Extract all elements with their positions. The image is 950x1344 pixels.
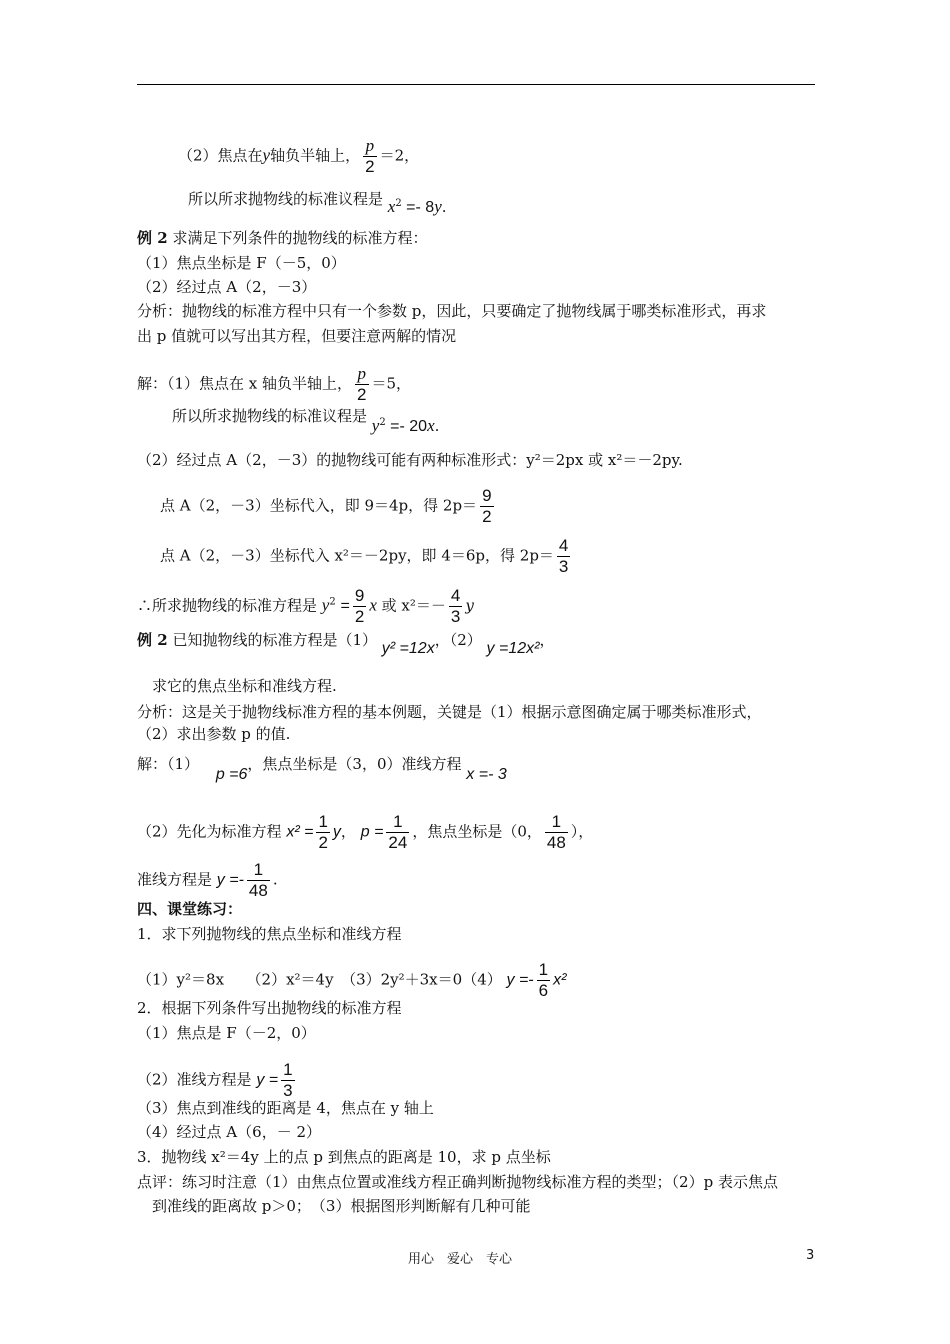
text: （1）y²＝8x （2）x²＝4y （3）2y²＋3x＝0（4） [137, 970, 502, 989]
header-rule [137, 84, 815, 85]
text: （2）焦点在 [178, 146, 263, 165]
numerator: 9 [354, 586, 365, 605]
text: 或 x²＝－ [381, 596, 446, 615]
solution-2-intro: （2）经过点 A（2，－3）的抛物线可能有两种标准形式：y²＝2px 或 x²＝－2py. [137, 451, 683, 469]
text: ，（2） [434, 631, 482, 649]
eq-text: =- 8 [401, 199, 435, 216]
solution-3-2 [137, 812, 593, 853]
text: ）， [570, 822, 594, 841]
equation: y =- [216, 871, 244, 889]
numerator: 1 [386, 812, 409, 833]
text: （2）准线方程是 [137, 1070, 252, 1089]
footer-motto: 用心 爱心 专心 [408, 1252, 513, 1267]
denominator: 6 [538, 981, 549, 1000]
exercise-2-2 [137, 1060, 298, 1101]
text: 点 A（2，－3）坐标代入，即 9＝4p，得 2p＝ [160, 496, 478, 515]
solution-3-3 [137, 860, 278, 901]
equation [372, 417, 440, 435]
exercise-1: 1．求下列抛物线的焦点坐标和准线方程 [137, 925, 402, 943]
text: ，焦点坐标是（3，0）准线方程 [247, 755, 462, 773]
denominator: 2 [354, 607, 365, 626]
example-3-question: 求它的焦点坐标和准线方程. [152, 677, 337, 695]
example-label: 例 2 [137, 631, 168, 649]
text: 所以所求抛物线的标准议程是 [172, 407, 368, 425]
text: ， [539, 631, 555, 649]
var-y: y [434, 197, 442, 216]
fraction [363, 136, 376, 177]
fraction [480, 486, 493, 527]
denominator: 48 [248, 881, 268, 900]
text: ＝2， [379, 146, 420, 165]
fraction [247, 860, 270, 901]
eq-text: =- 20 [385, 418, 428, 435]
var-x: x [427, 416, 435, 435]
equation: x =- 3 [466, 766, 507, 783]
numerator: 1 [318, 812, 328, 831]
denominator: 3 [450, 607, 461, 626]
numerator: 1 [283, 1060, 293, 1079]
period: . [441, 198, 447, 216]
example-2-heading [137, 228, 427, 248]
equation: y = [256, 1071, 279, 1089]
page-number: 3 [806, 1248, 815, 1263]
example-text: 求满足下列条件的抛物线的标准方程： [172, 229, 428, 247]
fraction [355, 364, 368, 405]
solution-2-case-a [160, 486, 497, 527]
period: . [272, 870, 278, 889]
exponent: 2 [329, 596, 336, 608]
exponent: 2 [379, 417, 386, 428]
equation: y =- [506, 971, 534, 989]
review-line-2: 到准线的距离故 p＞0； （3）根据图形判断解有几种可能 [152, 1197, 531, 1215]
exercise-1-items [137, 960, 566, 1001]
equation [388, 198, 447, 216]
numerator: 1 [545, 812, 568, 833]
numerator: p [363, 136, 376, 157]
exercise-2-4: （4）经过点 A（6，－ 2） [137, 1123, 321, 1141]
fraction [449, 586, 462, 627]
exercise-3: 3．抛物线 x²＝4y 上的点 p 到焦点的距离是 10，求 p 点坐标 [137, 1148, 551, 1166]
text: 解：（1）焦点在 x 轴负半轴上， [137, 374, 353, 393]
var-x: x [387, 197, 396, 216]
solution-2-conclusion [137, 586, 474, 627]
var-x: x [369, 595, 377, 615]
analysis-2-line-2: （2）求出参数 p 的值. [137, 725, 291, 743]
exercise-2-1: （1）焦点是 F（－2，0） [137, 1024, 316, 1042]
solution-1 [137, 364, 411, 405]
numerator: 1 [247, 860, 270, 881]
period: . [434, 417, 440, 435]
equation: x² = [286, 823, 314, 841]
example-3-heading [137, 630, 555, 657]
var-y: y [321, 595, 330, 615]
fraction [557, 536, 570, 577]
equals: = [340, 597, 350, 615]
exponent: 2 [395, 198, 402, 209]
denominator: 2 [365, 157, 375, 176]
denominator: 24 [388, 833, 408, 852]
example-text: 已知抛物线的标准方程是（1） [172, 631, 377, 649]
exercise-2-3: （3）焦点到准线的距离是 4，焦点在 y 轴上 [137, 1099, 434, 1117]
denominator: 48 [546, 833, 566, 852]
analysis-2-line-1: 分析：这是关于抛物线标准方程的基本例题，关键是（1）根据示意图确定属于哪类标准形式， [137, 703, 762, 721]
denominator: 3 [558, 557, 569, 576]
fraction [545, 812, 568, 853]
text: ， [340, 822, 356, 841]
text: （2）先化为标准方程 [137, 822, 282, 841]
text: 准线方程是 [137, 870, 213, 889]
var-x: x² [553, 971, 567, 989]
condition-2: （2）经过点 A（2，－3） [137, 278, 317, 296]
equation: p = [360, 823, 384, 841]
text: ∴所求抛物线的标准方程是 [137, 596, 318, 615]
condition-1: （1）焦点坐标是 F（－5，0） [137, 254, 346, 272]
numerator: 1 [538, 960, 549, 979]
solution-3-1 [137, 754, 507, 783]
numerator: 4 [450, 586, 461, 605]
numerator: p [355, 364, 368, 385]
review-line-1: 点评：练习时注意（1）由焦点位置或准线方程正确判断抛物线标准方程的类型；（2）p 表示焦点 [137, 1173, 778, 1191]
line-case2-focus [178, 136, 419, 177]
example-label: 例 2 [137, 229, 168, 247]
line-result-1 [188, 186, 447, 216]
text: 点 A（2，－3）坐标代入 x²＝－2py，即 4＝6p，得 2p＝ [160, 546, 554, 565]
text: 所以所求抛物线的标准议程是 [188, 190, 384, 208]
numerator: 4 [558, 536, 569, 555]
text: 轴负半轴上， [270, 146, 361, 165]
denominator: 2 [482, 507, 492, 526]
denominator: 3 [283, 1081, 293, 1100]
numerator: 9 [482, 486, 492, 505]
text: ，焦点坐标是（0， [412, 822, 542, 841]
fraction [353, 586, 366, 627]
analysis-line-1: 分析：抛物线的标准方程中只有一个参数 p，因此，只要确定了抛物线属于哪类标准形式，再求 [137, 302, 767, 320]
section-4-heading: 四、课堂练习： [137, 900, 243, 918]
equation-1: y² =12x [381, 640, 435, 657]
analysis-line-2: 出 p 值就可以写出其方程，但要注意两解的情况 [137, 327, 457, 345]
var-y: y [332, 823, 341, 841]
exercise-2: 2．根据下列条件写出抛物线的标准方程 [137, 999, 402, 1017]
equation-2: y =12x² [486, 640, 540, 657]
var-y: y [465, 596, 474, 615]
text: 解：（1） [137, 755, 200, 773]
fraction [316, 812, 329, 853]
line-result-2 [172, 403, 440, 435]
solution-2-case-b [160, 536, 573, 577]
fraction [281, 1060, 294, 1101]
denominator: 2 [318, 833, 328, 852]
denominator: 2 [357, 385, 367, 404]
fraction [537, 960, 550, 1001]
var-y: y [262, 145, 271, 165]
equation: p =6 [215, 766, 248, 783]
var-y: y [371, 416, 380, 435]
fraction [386, 812, 409, 853]
text: ＝5， [371, 374, 412, 393]
